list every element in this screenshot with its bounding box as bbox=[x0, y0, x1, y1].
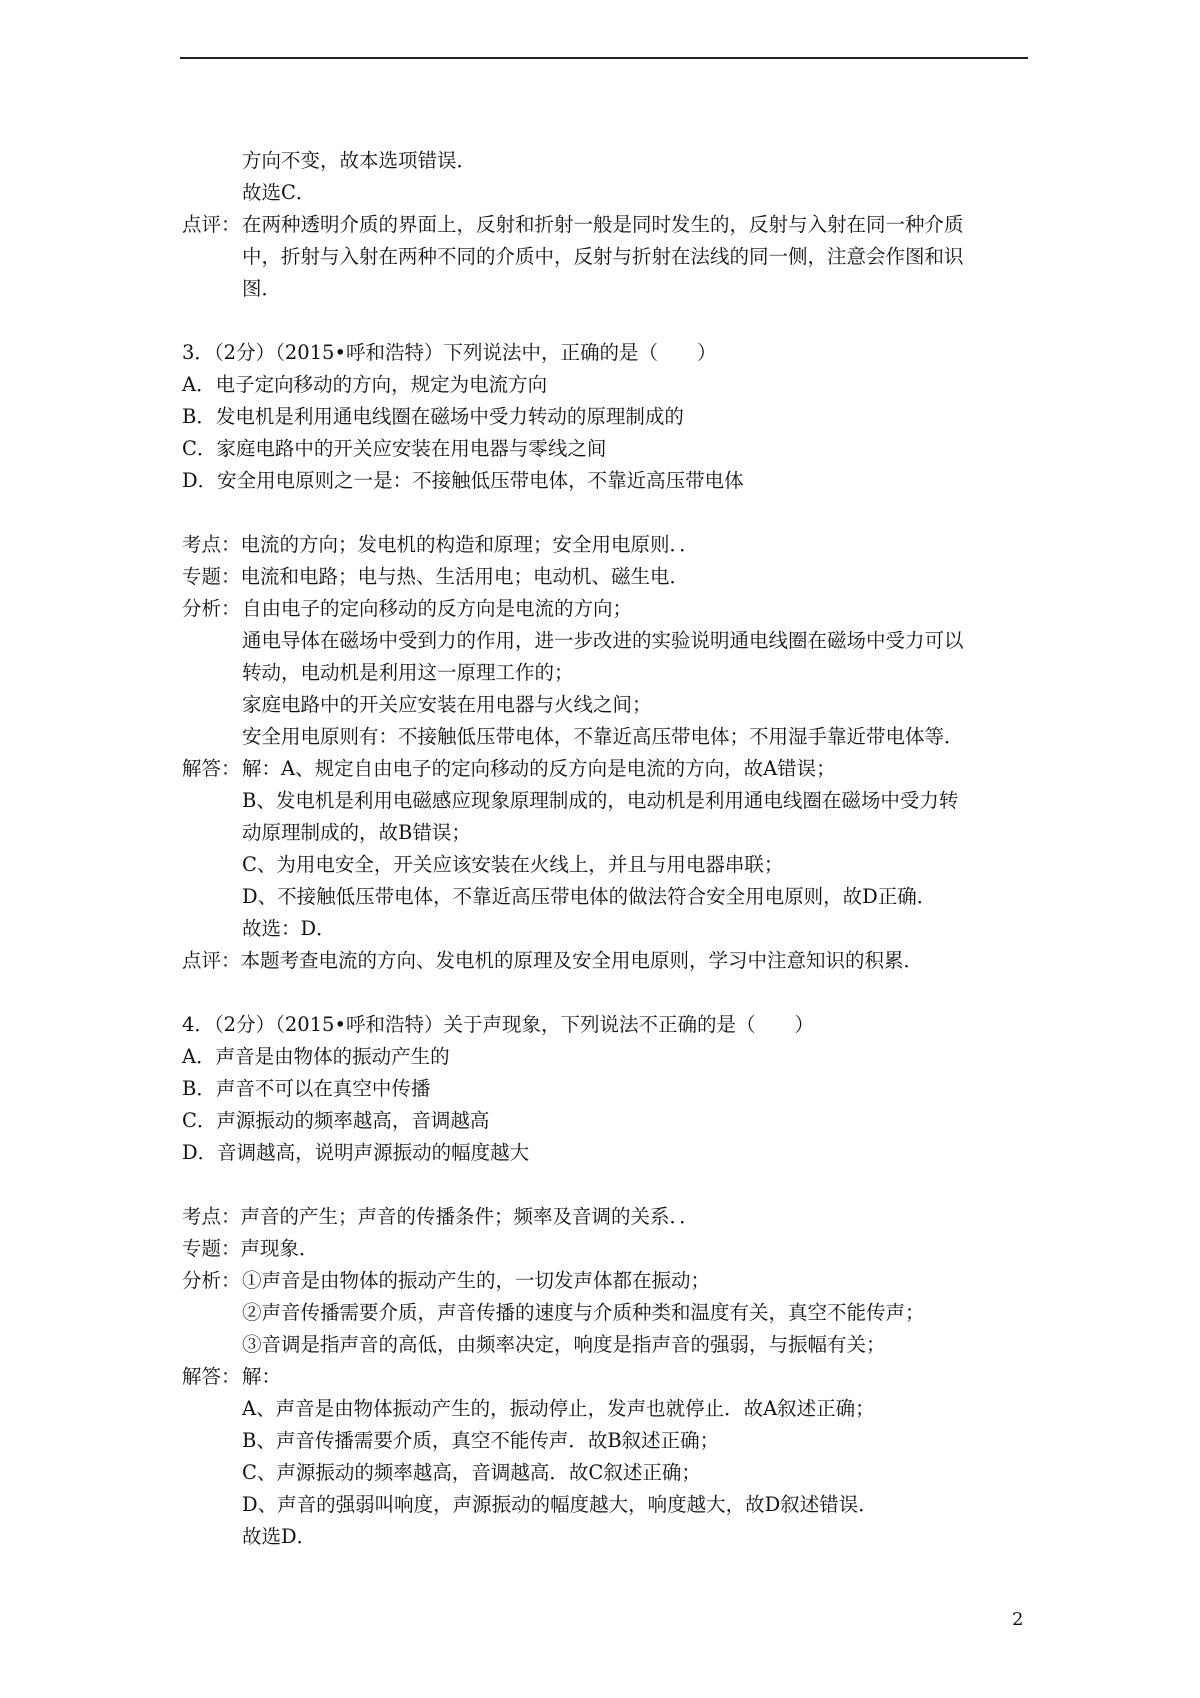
q3-jieda-line-5: D、不接触低压带电体，不靠近高压带电体的做法符合安全用电原则，故D正确． bbox=[242, 885, 937, 908]
q4-fenxi-line-2: ②声音传播需要介质，声音传播的速度与介质种类和温度有关，真空不能传声； bbox=[242, 1301, 925, 1324]
q3-fenxi-line-1: 自由电子的定向移动的反方向是电流的方向； bbox=[242, 597, 633, 620]
q3-dianping: 点评：本题考查电流的方向、发电机的原理及安全用电原则，学习中注意知识的积累． bbox=[182, 949, 924, 972]
q3-jieda-line-2: B、发电机是利用电磁感应现象原理制成的，电动机是利用通电线圈在磁场中受力转 bbox=[242, 789, 959, 812]
q3-jieda-line-3: 动原理制成的，故B错误； bbox=[242, 821, 471, 844]
q4-option-b: B．声音不可以在真空中传播 bbox=[182, 1077, 431, 1100]
q3-fenxi-line-3: 转动，电动机是利用这一原理工作的； bbox=[242, 661, 574, 684]
comment-line-2: 中，折射与入射在两种不同的介质中，反射与折射在法线的同一侧，注意会作图和识 bbox=[242, 245, 964, 268]
q4-jieda-line-1: 解： bbox=[242, 1365, 282, 1388]
page-number: 2 bbox=[1012, 1609, 1024, 1630]
q3-kaodian: 考点：电流的方向；发电机的构造和原理；安全用电原则．． bbox=[182, 533, 699, 556]
q4-zhuanti: 专题：声现象． bbox=[182, 1237, 319, 1260]
q4-option-c: C．声源振动的频率越高，音调越高 bbox=[182, 1109, 490, 1132]
q4-option-d: D．音调越高，说明声源振动的幅度越大 bbox=[182, 1141, 530, 1164]
q4-option-a: A．声音是由物体的振动产生的 bbox=[182, 1045, 450, 1068]
q3-jieda-line-1: 解：A、规定自由电子的定向移动的反方向是电流的方向，故A错误； bbox=[242, 757, 836, 780]
q4-stem: 4．（2分）（2015•呼和浩特）关于声现象，下列说法不正确的是（ ） bbox=[182, 1013, 814, 1036]
q3-jieda-line-4: C、为用电安全，开关应该安装在火线上，并且与用电器串联； bbox=[242, 853, 784, 876]
q3-option-b: B．发电机是利用通电线圈在磁场中受力转动的原理制成的 bbox=[182, 405, 684, 428]
q3-jieda-label: 解答： bbox=[182, 757, 241, 780]
comment-line-1: 在两种透明介质的界面上，反射和折射一般是同时发生的，反射与入射在同一种介质 bbox=[242, 213, 964, 236]
q3-option-d: D．安全用电原则之一是：不接触低压带电体，不靠近高压带电体 bbox=[182, 469, 744, 492]
q3-fenxi-line-5: 安全用电原则有：不接触低压带电体，不靠近高压带电体；不用湿手靠近带电体等． bbox=[242, 725, 964, 748]
q3-fenxi-line-2: 通电导体在磁场中受到力的作用，进一步改进的实验说明通电线圈在磁场中受力可以 bbox=[242, 629, 964, 652]
q4-jieda-line-6: 故选D． bbox=[242, 1525, 317, 1548]
q3-jieda-line-6: 故选：D． bbox=[242, 917, 336, 940]
continuation-answer: 故选C． bbox=[242, 181, 316, 204]
q3-option-c: C．家庭电路中的开关应安装在用电器与零线之间 bbox=[182, 437, 607, 460]
q4-jieda-label: 解答： bbox=[182, 1365, 241, 1388]
q4-fenxi-line-1: ①声音是由物体的振动产生的，一切发声体都在振动； bbox=[242, 1269, 711, 1292]
q3-zhuanti: 专题：电流和电路；电与热、生活用电；电动机、磁生电． bbox=[182, 565, 690, 588]
q3-stem: 3．（2分）（2015•呼和浩特）下列说法中，正确的是（ ） bbox=[182, 341, 717, 364]
q4-fenxi-label: 分析： bbox=[182, 1269, 241, 1292]
q4-jieda-line-3: B、声音传播需要介质，真空不能传声．故B叙述正确； bbox=[242, 1429, 720, 1452]
q4-kaodian: 考点：声音的产生；声音的传播条件；频率及音调的关系．． bbox=[182, 1205, 699, 1228]
continuation-line-1: 方向不变，故本选项错误． bbox=[242, 149, 477, 172]
header-rule bbox=[180, 57, 1028, 59]
q4-jieda-line-2: A、声音是由物体振动产生的，振动停止，发声也就停止．故A叙述正确； bbox=[242, 1397, 875, 1420]
q3-fenxi-label: 分析： bbox=[182, 597, 241, 620]
q4-jieda-line-5: D、声音的强弱叫响度，声源振动的幅度越大，响度越大，故D叙述错误． bbox=[242, 1493, 878, 1516]
comment-line-3: 图． bbox=[242, 277, 282, 300]
q4-jieda-line-4: C、声源振动的频率越高，音调越高．故C叙述正确； bbox=[242, 1461, 701, 1484]
comment-label: 点评： bbox=[182, 213, 241, 236]
q3-option-a: A．电子定向移动的方向，规定为电流方向 bbox=[182, 373, 548, 396]
q4-fenxi-line-3: ③音调是指声音的高低，由频率决定，响度是指声音的强弱，与振幅有关； bbox=[242, 1333, 886, 1356]
q3-fenxi-line-4: 家庭电路中的开关应安装在用电器与火线之间； bbox=[242, 693, 652, 716]
